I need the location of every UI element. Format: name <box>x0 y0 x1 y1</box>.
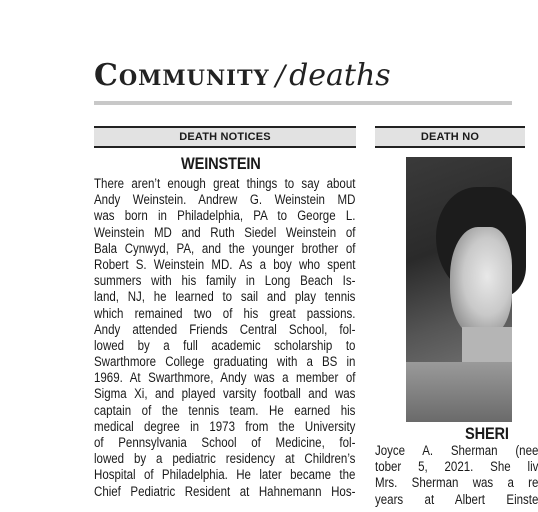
column-header-right: DEATH NO <box>375 126 525 148</box>
text-line: Robert S. Weinstein MD. As a boy who spent <box>94 256 356 272</box>
text-line: land, NJ, he learned to sail and play tennis <box>94 289 356 305</box>
text-line: Mrs. Sherman was a re <box>375 475 538 491</box>
notice-body-weinstein <box>94 176 355 500</box>
text-line: years at Albert Einste <box>375 491 538 507</box>
notice-name-sherman: SHERI <box>465 424 509 443</box>
text-line: lowed by a pediatric residency at Children’s <box>94 451 356 467</box>
text-line: summers with his family in Long Beach Is- <box>94 273 356 289</box>
notice-name-weinstein: WEINSTEIN <box>181 154 261 173</box>
masthead-rule <box>94 101 512 105</box>
text-line: Chief Pediatric Resident at Hahnemann Hos- <box>94 483 356 499</box>
text-line: captain of the tennis team. He earned his <box>94 402 356 418</box>
text-line: Bala Cynwyd, PA, and the younger brother of <box>94 240 356 256</box>
text-line: Andy attended Friends Central School, fol- <box>94 321 356 337</box>
section-separator: / <box>275 59 286 92</box>
text-line: Swarthmore College graduating with a BS in <box>94 354 356 370</box>
text-line: Joyce A. Sherman (nee <box>375 443 538 458</box>
photo-shirt <box>406 362 512 422</box>
text-line: Andy Weinstein. Andrew G. Weinstein MD <box>94 192 356 208</box>
portrait-photo <box>406 157 512 421</box>
text-line: Hospital of Philadelphia. He later became the <box>94 467 356 483</box>
text-line: 1969. At Swarthmore, Andy was a member of <box>94 370 356 386</box>
masthead <box>94 58 391 93</box>
text-line: medical degree in 1973 from the University <box>94 418 356 434</box>
text-line: was born in Philadelphia, PA to George L. <box>94 208 356 224</box>
subsection-title: deaths <box>289 58 391 93</box>
text-line: tober 5, 2021. She liv <box>375 459 538 475</box>
column-header-left: DEATH NOTICES <box>94 126 356 148</box>
text-line: of Pennsylvania School of Medicine, fol- <box>94 435 356 450</box>
text-line: Sigma Xi, and played varsity football and was <box>94 386 356 402</box>
photo-face <box>450 227 512 337</box>
text-line: There aren’t enough great things to say about <box>94 176 356 191</box>
text-line: which remained two of his great passions. <box>94 305 356 321</box>
section-title: Community <box>94 58 270 93</box>
text-line: Weinstein MD and Ruth Siedel Weinstein of <box>94 224 356 240</box>
notice-body-sherman <box>375 443 538 508</box>
text-line: lowed by a full academic scholarship to <box>94 337 356 353</box>
